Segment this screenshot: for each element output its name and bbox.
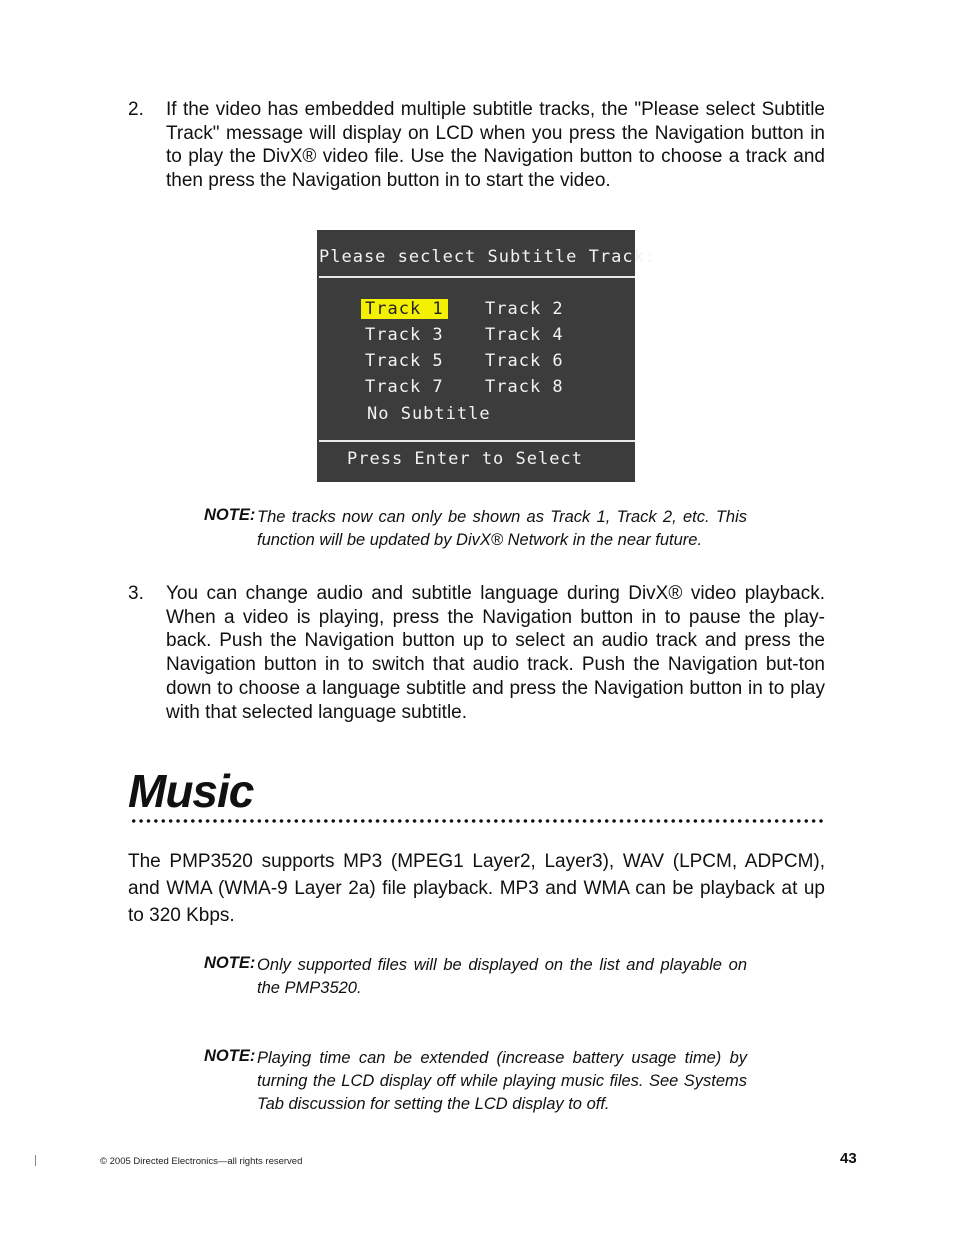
music-heading: Music (128, 765, 254, 817)
step-2-number: 2. (128, 99, 144, 120)
lcd-footer-instruction: Press Enter to Select (347, 449, 583, 469)
note-1-text: The tracks now can only be shown as Track 1, Track 2, etc. This function will be updated by DivX® Network in the near future. (257, 508, 747, 549)
step-3-text: You can change audio and subtitle language during DivX® video playback. When a video is playing, press the Navigation button in to pause the play-back. Push the Navigation button up to select an audio track and press the Navigation button in to switch that audio track. Push the Navigation but-ton down to choose a language subtitle and press the Navigation button in to play with that selected language subtitle. (166, 583, 825, 723)
footer-tick-mark (35, 1155, 36, 1166)
page-number: 43 (840, 1150, 857, 1167)
note-3-text: Playing time can be extended (increase battery usage time) by turning the LCD display off while playing music files. See Systems Tab discussion for setting the LCD display to off. (257, 1049, 747, 1113)
track-option-8[interactable]: Track 8 (485, 377, 564, 397)
subtitle-track-lcd-screen (317, 230, 657, 482)
footer-copyright: © 2005 Directed Electronics—all rights reserved (100, 1156, 303, 1167)
track-option-5[interactable]: Track 5 (365, 351, 444, 371)
track-option-1[interactable]: Track 1 (361, 299, 448, 319)
note-2-label: NOTE: (204, 954, 256, 972)
track-option-4[interactable]: Track 4 (485, 325, 564, 345)
track-option-3[interactable]: Track 3 (365, 325, 444, 345)
music-body: The PMP3520 supports MP3 (MPEG1 Layer2, Layer3), WAV (LPCM, ADPCM), and WMA (WMA-9 Layer 2a) file playback. MP3 and WMA can be playback at up to 320 Kbps. (128, 851, 825, 926)
note-3-label: NOTE: (204, 1047, 256, 1065)
lcd-divider-bottom (319, 440, 635, 442)
no-subtitle-option[interactable]: No Subtitle (367, 404, 491, 424)
step-3-number: 3. (128, 583, 144, 604)
dotted-rule (130, 818, 826, 824)
note-1-label: NOTE: (204, 506, 256, 524)
track-option-6[interactable]: Track 6 (485, 351, 564, 371)
lcd-divider-top (319, 276, 635, 278)
lcd-title: Please seclect Subtitle Track: (319, 247, 657, 267)
note-2-text: Only supported files will be displayed on the list and playable on the PMP3520. (257, 956, 747, 997)
track-option-2[interactable]: Track 2 (485, 299, 564, 319)
step-2-text: If the video has embedded multiple subtitle tracks, the "Please select Subtitle Track" message will display on LCD when you press the Navigation button in to play the DivX® video file. Use the Navigation button to choose a track and then press the Navigation button in to start the video. (166, 99, 825, 192)
track-option-7[interactable]: Track 7 (365, 377, 444, 397)
